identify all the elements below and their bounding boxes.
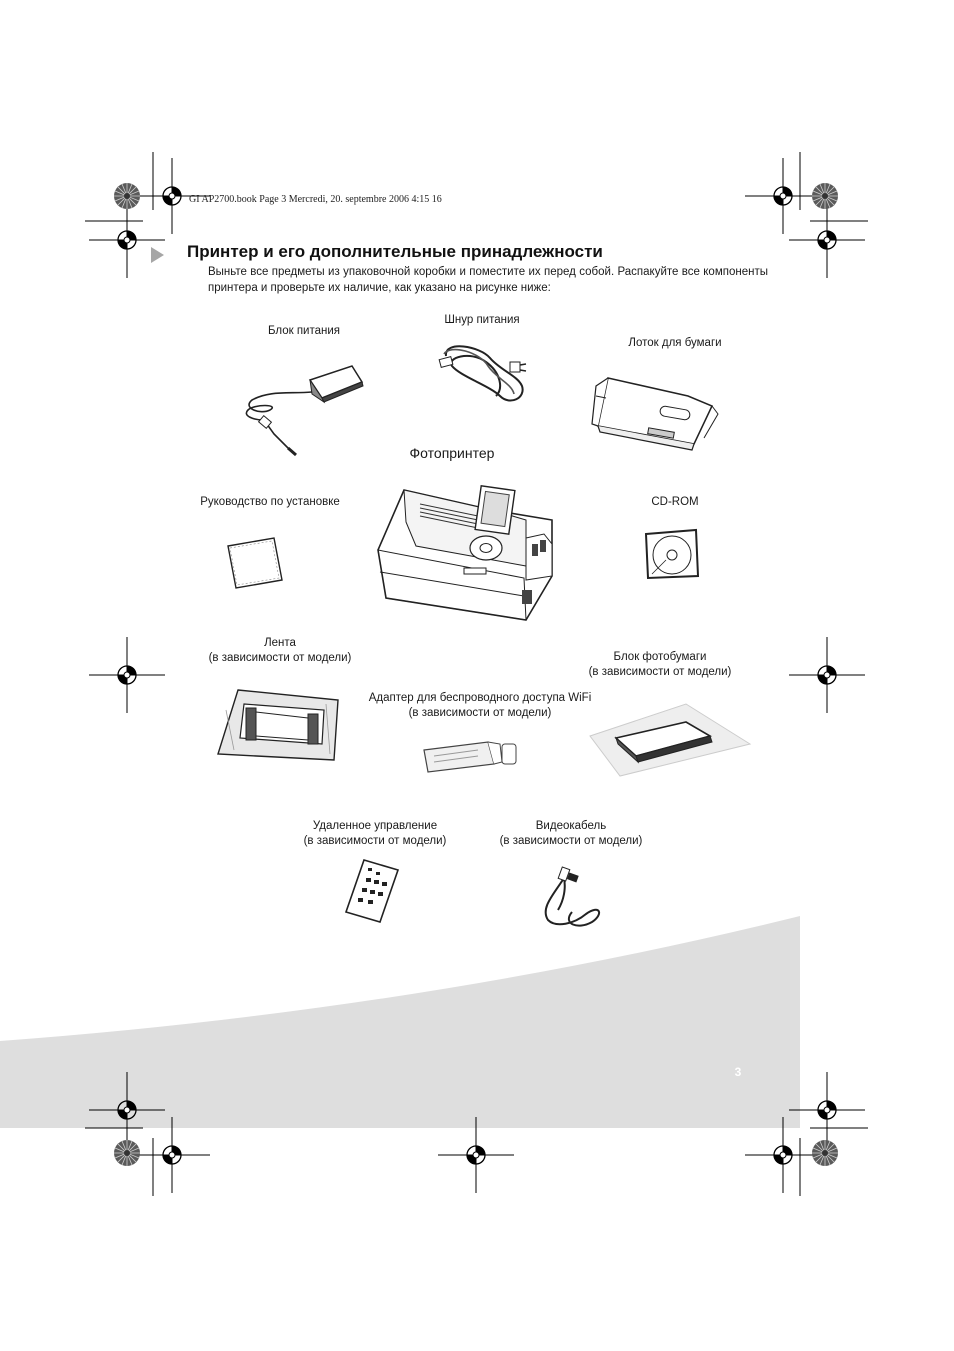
label-photo-paper <box>575 650 745 680</box>
ribbon-cartridge-icon <box>216 690 340 762</box>
label-photo-printer: Фотопринтер <box>409 445 495 461</box>
book-meta-line: GI AP2700.book Page 3 Mercredi, 20. septembre 2006 4:15 16 <box>189 194 442 205</box>
label-video-cable <box>486 819 656 849</box>
label-remote <box>290 819 460 849</box>
remote-control-icon <box>342 858 400 924</box>
wifi-adapter-icon <box>418 738 522 774</box>
label-photo-paper-line1: Блок фотобумаги <box>613 651 707 663</box>
label-setup-guide: Руководство по установке <box>200 496 340 508</box>
label-video-cable-line2: (в зависимости от модели) <box>499 835 643 847</box>
label-wifi-adapter <box>360 691 600 721</box>
label-power-cord: Шнур питания <box>444 314 520 326</box>
intro-paragraph: Выньте все предметы из упаковочной коробки и поместите их перед собой. Распакуйте все компоненты принтера и проверьте их наличие, как указано на рисунке ниже: <box>208 266 768 294</box>
label-ribbon-line1: Лента <box>264 637 296 649</box>
section-title: Принтер и его дополнительные принадлежности <box>187 242 603 261</box>
label-video-cable-line1: Видеокабель <box>535 820 607 832</box>
label-cdrom: CD-ROM <box>651 496 699 508</box>
label-wifi-adapter-line2: (в зависимости от модели) <box>408 707 552 719</box>
photo-printer-icon <box>376 480 554 626</box>
setup-guide-icon <box>222 534 286 590</box>
label-power-adapter: Блок питания <box>267 325 341 337</box>
power-cord-icon <box>440 336 530 408</box>
label-remote-line2: (в зависимости от модели) <box>303 835 447 847</box>
label-ribbon <box>195 636 365 666</box>
photo-paper-pack-icon <box>590 700 750 778</box>
label-remote-line1: Удаленное управление <box>312 820 438 832</box>
paper-tray-icon <box>588 366 718 450</box>
label-paper-tray: Лоток для бумаги <box>628 337 722 349</box>
label-ribbon-line2: (в зависимости от модели) <box>208 652 352 664</box>
label-wifi-adapter-line1: Адаптер для беспроводного доступа WiFi <box>368 692 592 704</box>
section-arrow-icon <box>151 247 164 263</box>
power-adapter-icon <box>240 360 370 460</box>
cdrom-icon <box>644 528 700 580</box>
label-photo-paper-line2: (в зависимости от модели) <box>588 666 732 678</box>
video-cable-icon <box>534 864 610 932</box>
page-number: 3 <box>734 1065 742 1079</box>
